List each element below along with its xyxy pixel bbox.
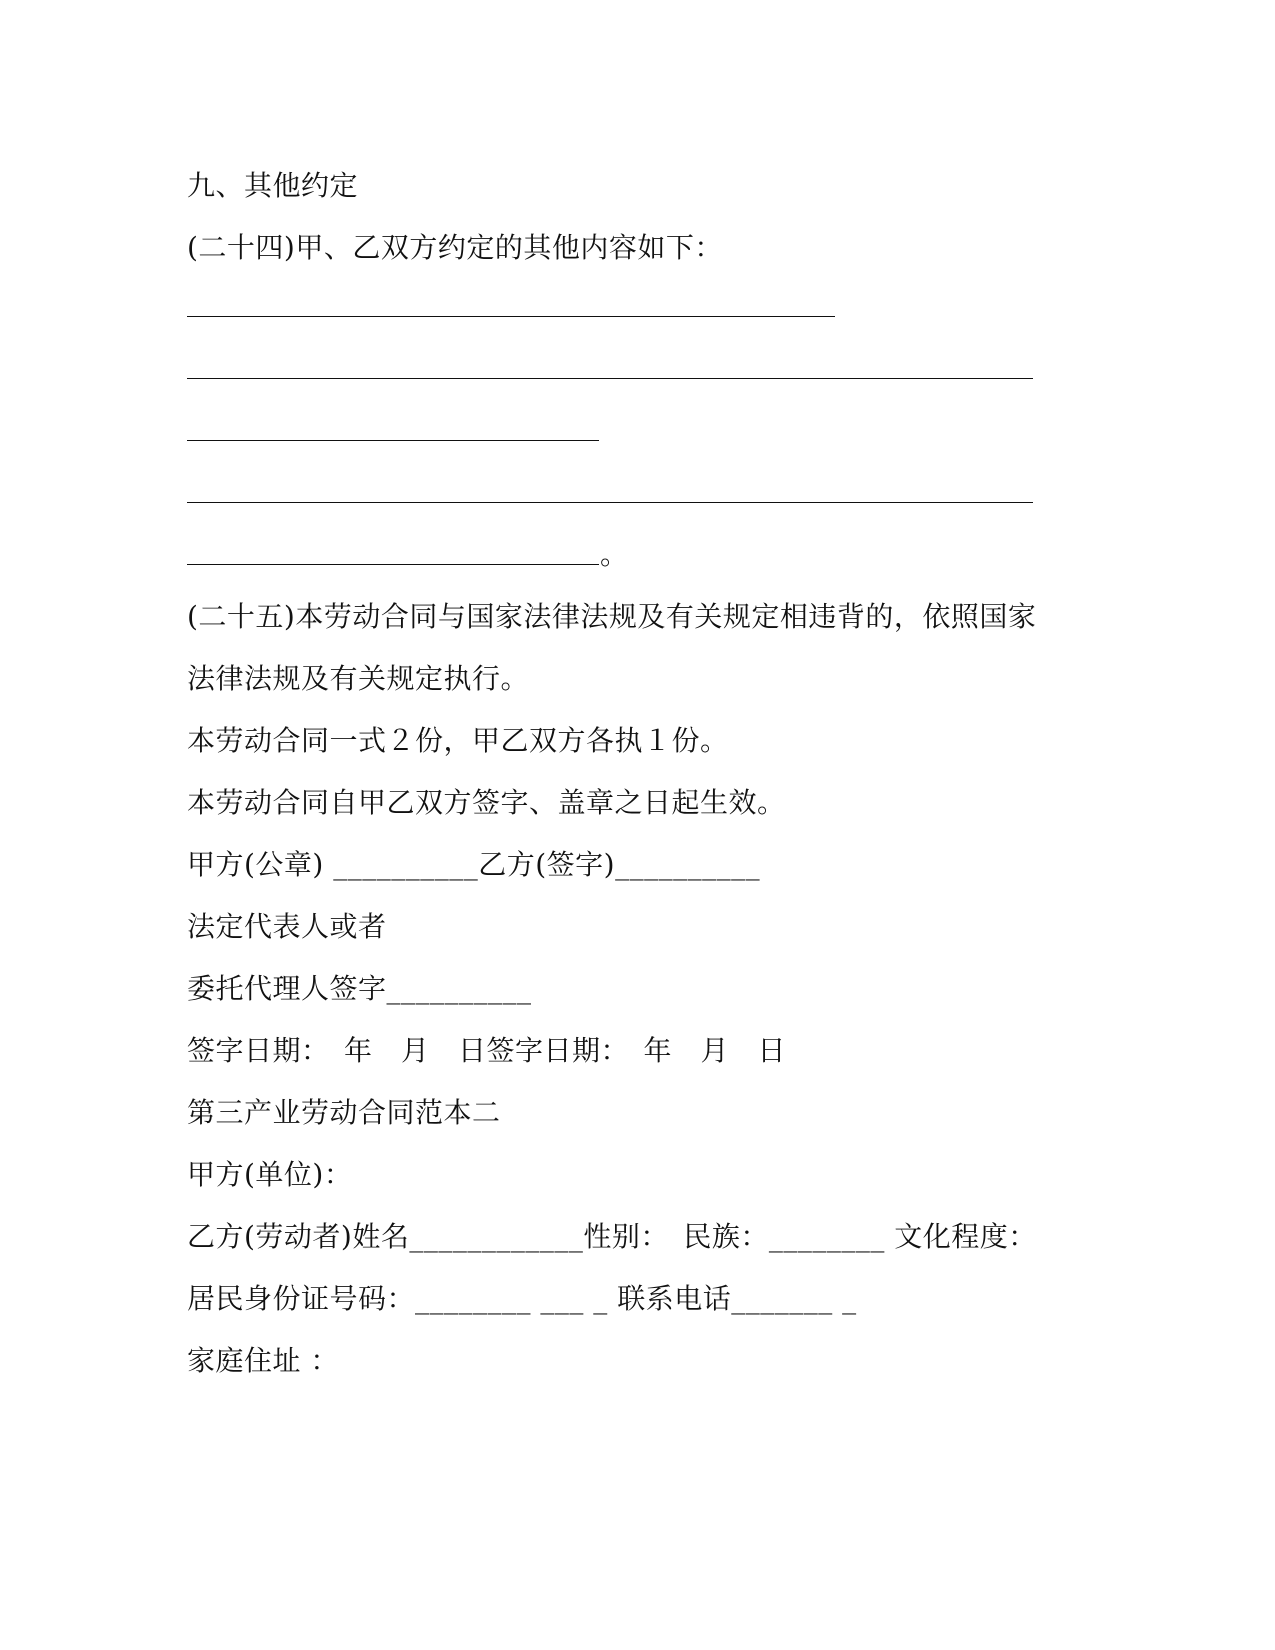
agent-signature: 委托代理人签字__________ bbox=[187, 972, 532, 1005]
party-b-details: 乙方(劳动者)姓名____________性别： 民族：________ 文化程度： bbox=[187, 1220, 1037, 1253]
copies-statement: 本劳动合同一式２份，甲乙双方各执１份。 bbox=[187, 724, 729, 757]
fill-line-4 bbox=[187, 502, 1033, 503]
signature-parties: 甲方(公章) __________乙方(签字)__________ bbox=[187, 848, 761, 881]
party-a: 甲方(单位)： bbox=[187, 1158, 353, 1191]
fill-line-5 bbox=[187, 564, 599, 565]
fill-line-1 bbox=[187, 316, 835, 317]
home-address: 家庭住址 ： bbox=[187, 1344, 339, 1377]
id-and-phone: 居民身份证号码：________ ___ _ 联系电话_______ _ bbox=[187, 1282, 857, 1315]
template-title: 第三产业劳动合同范本二 bbox=[187, 1096, 501, 1129]
clause-25-line-2: 法律法规及有关规定执行。 bbox=[187, 662, 530, 695]
section-title: 九、其他约定 bbox=[187, 169, 359, 202]
clause-25-line-1: (二十五)本劳动合同与国家法律法规及有关规定相违背的，依照国家 bbox=[187, 600, 1037, 633]
signature-dates: 签字日期： 年 月 日签字日期： 年 月 日 bbox=[187, 1034, 787, 1067]
fill-line-period: 。 bbox=[600, 538, 629, 571]
effective-statement: 本劳动合同自甲乙双方签字、盖章之日起生效。 bbox=[187, 786, 786, 819]
fill-line-2 bbox=[187, 378, 1033, 379]
legal-representative: 法定代表人或者 bbox=[187, 910, 387, 943]
fill-line-3 bbox=[187, 440, 599, 441]
clause-24: (二十四)甲、乙双方约定的其他内容如下： bbox=[187, 231, 723, 264]
